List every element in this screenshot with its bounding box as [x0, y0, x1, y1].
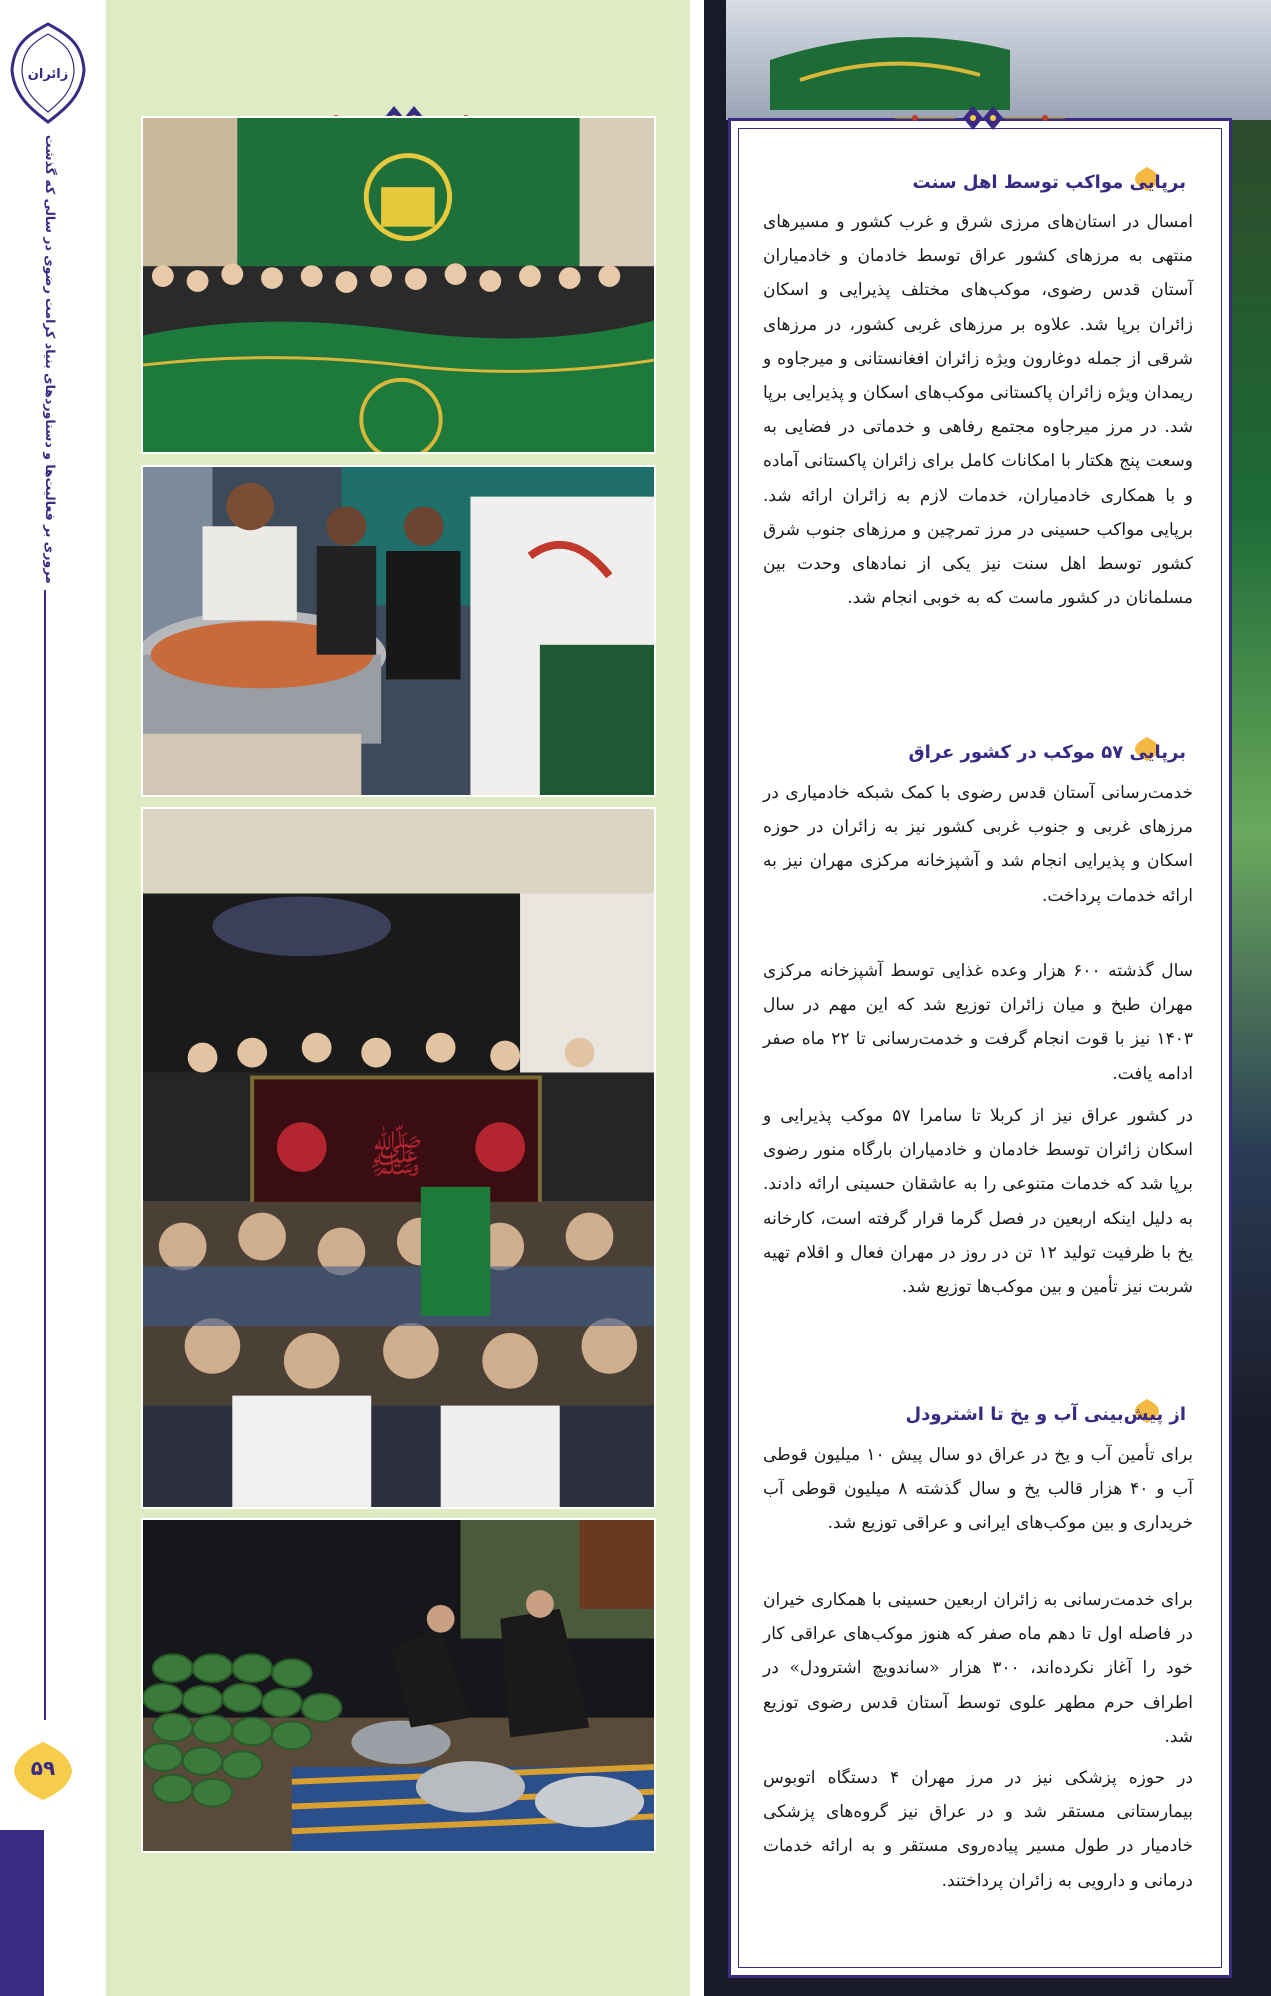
section-heading: از پیش‌بینی آب و یخ تا اشترودل — [905, 1404, 1186, 1425]
column-gap — [690, 0, 704, 1996]
section-paragraph: خدمت‌رسانی آستان قدس رضوی با کمک شبکه خادمیاری در مرزهای غربی و جنوب غربی کشور نیز به زائران در حوزه اسکان و پذیرایی انجام شد و آشپزخانه مرکزی مهران نیز به ارائه خدمات پرداخت. — [763, 783, 1193, 906]
section-heading: برپایی ۵۷ موکب در کشور عراق — [908, 742, 1186, 763]
section-heading: برپایی مواکب توسط اهل سنت — [912, 172, 1186, 193]
card-ornament — [895, 100, 1065, 136]
photo-volunteers-serving-food — [141, 465, 656, 797]
section-paragraph: در حوزه پزشکی نیز در مرز مهران ۴ دستگاه اتوبوس بیمارستانی مستقر شد و در عراق نیز گروه‌های پزشکی خادمیار در طول مسیر پیاده‌روی مستقر و به ارائه خدمات درمانی و دارویی به زائران پرداختند. — [763, 1768, 1193, 1891]
section-paragraph: برای خدمت‌رسانی به زائران اربعین حسینی با همکاری خیران در فاصله اول تا دهم ماه صفر که هنوز موکب‌های عراقی کار خود را آغاز نکرده‌اند، ۳۰۰ هزار «ساندویچ اشترودل» در اطراف حرم مطهر علوی توسط آستان قدس رضوی توزیع شد. — [763, 1590, 1193, 1747]
background-green-banner — [770, 20, 1010, 110]
photo-green-banner-officials — [141, 116, 656, 454]
running-head: مروری بر فعالیت‌ها و دستاوردهای بنیاد کرامت رضوی در سالی که گذشت — [43, 135, 58, 584]
margin-color-block — [0, 1830, 44, 1996]
photo-mourning-gathering-crowd — [141, 807, 656, 1509]
section-paragraph: سال گذشته ۶۰۰ هزار وعده غذایی توسط آشپزخانه مرکزی مهران طبخ و میان زائران توزیع شد که این مهم در سال ۱۴۰۳ نیز با قوت انجام گرفت و خدمت‌رسانی تا ۲۲ ماه صفر ادامه یافت. — [763, 961, 1194, 1084]
section-paragraph: در کشور عراق نیز از کربلا تا سامرا ۵۷ موکب پذیرایی و اسکان زائران توسط خادمان و خادمیاران بارگاه منور رضوی برپا شد که خدمات متنوعی را به عاشقان حسینی ارائه دادند. به دلیل اینکه اربعین در فصل گرما قرار گرفته است، کارخانه یخ با ظرفیت تولید ۱۲ تن در روز در مهران فعال و اقلام تهیه شربت نیز تأمین و بین موکب‌ها توزیع شد. — [763, 1106, 1193, 1298]
page-number: ۵۹ — [30, 1756, 56, 1780]
logo-text: زائران — [27, 67, 69, 82]
section-paragraph: برای تأمین آب و یخ در عراق دو سال پیش ۱۰ میلیون قوطی آب و ۴۰ هزار قالب یخ و سال گذشته ۸ میلیون قوطی آب خریداری و بین موکب‌های ایرانی و عراقی توزیع شد. — [763, 1445, 1193, 1534]
margin-rule — [44, 590, 46, 1720]
section-paragraph: امسال در استان‌های مرزی شرق و غرب کشور و مسیرهای منتهی به مرزهای کشور عراق توسط خادمان و خادمیاران آستان قدس رضوی، موکب‌های مختلف پذیرایی و اسکان زائران برپا شد. علاوه بر مرزهای غربی کشور، در مرزهای شرقی از جمله دوغارون ویژه زائران افغانستانی و میرجاوه و ریمدان ویژه زائران پاکستانی موکب‌های اسکان و پذیرایی برپا شد. در مرز میرجاوه مجتمع رفاهی و خدماتی در فضایی به وسعت پنج هکتار با امکانات کامل برای زائران پاکستانی آماده و با همکاری خادمیاران، خدمات لازم به زائران ارائه شد. برپایی مواکب حسینی در مرز تمرچین و مرزهای جنوب شرق کشور توسط اهل سنت نیز یکی از نمادهای وحدت بین مسلمانان در کشور ماست که به خوبی انجام شد. — [763, 212, 1193, 609]
svg-text:ﷺ: ﷺ — [368, 1129, 424, 1183]
magazine-logo — [8, 20, 88, 125]
photo-watermelon-serving-night — [141, 1518, 656, 1853]
